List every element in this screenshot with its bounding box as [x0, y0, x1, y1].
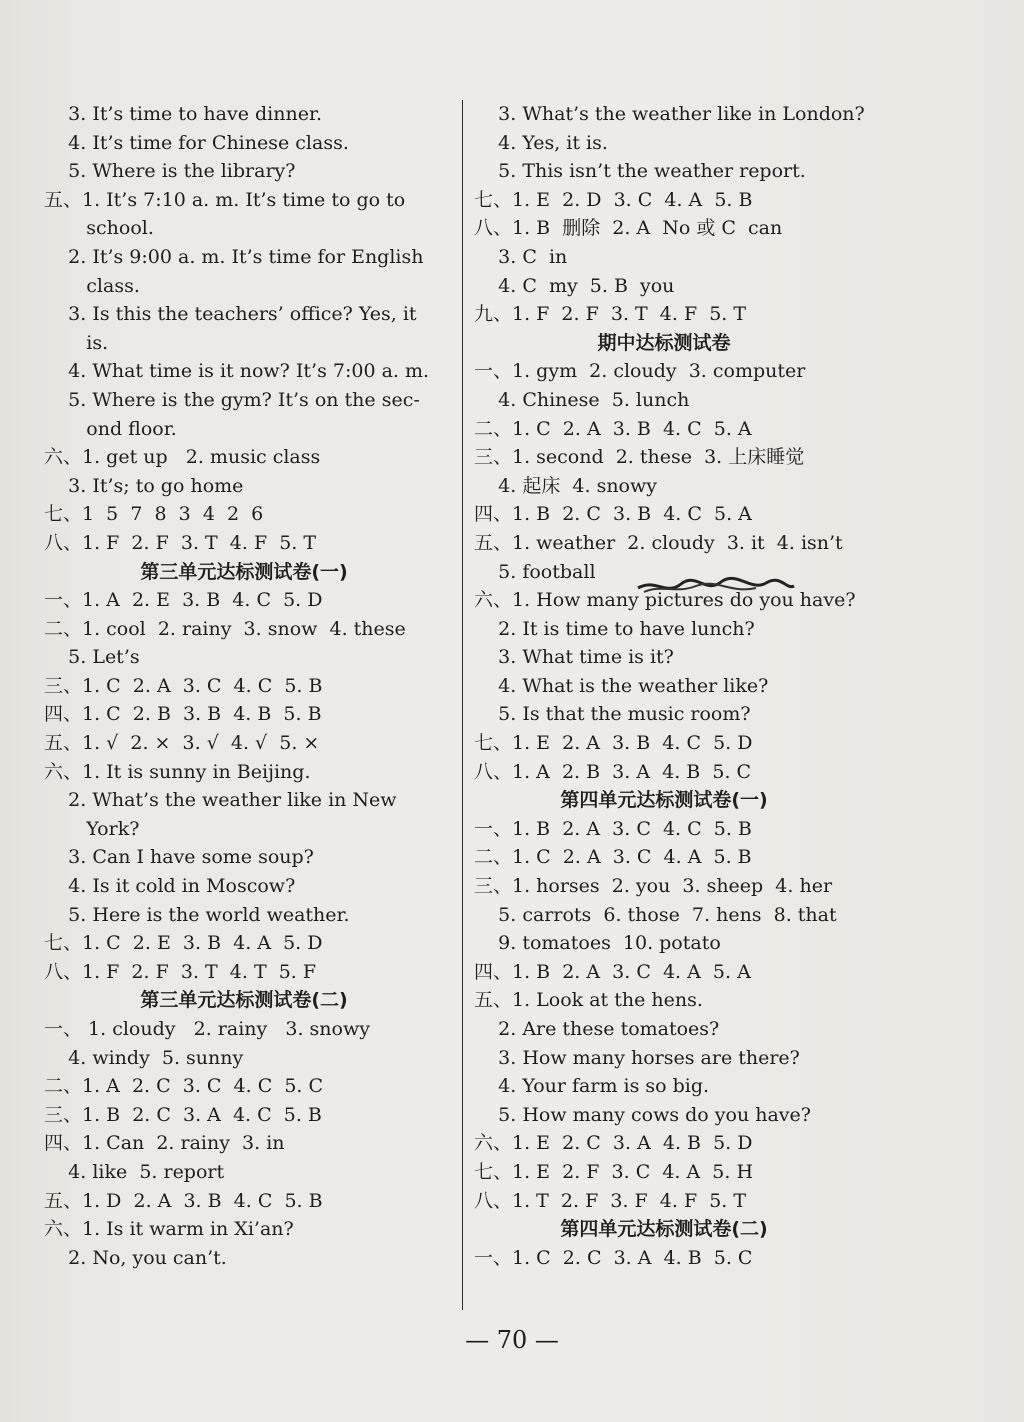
handwritten-scribble	[636, 576, 796, 598]
answer-line: 5. Let’s	[44, 646, 140, 669]
answer-line: 八、1. B 删除 2. A No 或 C can	[474, 217, 783, 240]
section-heading: 第四单元达标测试卷(一)	[560, 789, 768, 812]
answer-line: 一、1. B 2. A 3. C 4. C 5. B	[474, 817, 752, 840]
answer-line: 5. football	[474, 560, 596, 583]
answer-line: 六、1. It is sunny in Beijing.	[44, 760, 311, 783]
answer-line: 七、1 5 7 8 3 4 2 6	[44, 503, 264, 526]
answer-line: 七、1. C 2. E 3. B 4. A 5. D	[44, 932, 323, 955]
section-heading: 第四单元达标测试卷(二)	[560, 1218, 768, 1241]
column-divider	[462, 100, 463, 1310]
answer-line: 五、1. It’s 7:10 a. m. It’s time to go to	[44, 188, 406, 211]
answer-line: 五、1. Look at the hens.	[474, 989, 703, 1012]
answer-line: 5. Is that the music room?	[474, 703, 751, 726]
answer-line: 4. What is the weather like?	[474, 674, 769, 697]
answer-line: 一、 1. cloudy 2. rainy 3. snowy	[44, 1018, 370, 1040]
answer-line: class.	[44, 274, 140, 297]
answer-line: 三、1. second 2. these 3. 上床睡觉	[474, 446, 805, 469]
answer-line: 五、1. D 2. A 3. B 4. C 5. B	[44, 1189, 323, 1212]
answer-line: ond floor.	[44, 417, 177, 440]
section-heading: 第三单元达标测试卷(一)	[140, 560, 348, 583]
answer-line: 二、1. A 2. C 3. C 4. C 5. C	[44, 1075, 324, 1098]
answer-line: 2. It is time to have lunch?	[474, 617, 755, 640]
answer-line: 4. C my 5. B you	[474, 274, 675, 297]
answer-line: 六、1. Is it warm in Xi’an?	[44, 1218, 294, 1241]
answer-line: 八、1. F 2. F 3. T 4. T 5. F	[44, 960, 317, 983]
answer-line: 5. carrots 6. those 7. hens 8. that	[474, 903, 837, 926]
answer-line: 2. It’s 9:00 a. m. It’s time for English	[44, 245, 424, 268]
answer-line: 2. What’s the weather like in New	[44, 789, 397, 812]
answer-line: is.	[44, 331, 109, 354]
answer-line: 二、1. C 2. A 3. B 4. C 5. A	[474, 417, 752, 440]
page-number: — 70 —	[465, 1326, 559, 1354]
answer-line: 二、1. C 2. A 3. C 4. A 5. B	[474, 846, 752, 869]
answer-line: 三、1. C 2. A 3. C 4. C 5. B	[44, 674, 323, 697]
answer-line: 4. What time is it now? It’s 7:00 a. m.	[44, 360, 430, 383]
answer-line: 4. 起床 4. snowy	[474, 474, 657, 497]
answer-line: 4. Yes, it is.	[474, 131, 608, 154]
answer-line: 5. Here is the world weather.	[44, 903, 350, 926]
answer-line: 六、1. How many pictures do you have?	[474, 589, 856, 612]
answer-line: school.	[44, 217, 154, 240]
answer-line: 4. like 5. report	[44, 1160, 225, 1183]
answer-line: 七、1. E 2. F 3. C 4. A 5. H	[474, 1160, 754, 1183]
answer-line: 八、1. F 2. F 3. T 4. F 5. T	[44, 531, 317, 554]
answer-line: York?	[44, 817, 140, 840]
answer-line: 五、1. √ 2. × 3. √ 4. √ 5. ×	[44, 732, 320, 755]
answer-line: 八、1. T 2. F 3. F 4. F 5. T	[474, 1189, 747, 1212]
answer-line: 3. What’s the weather like in London?	[474, 103, 865, 125]
answer-line: 四、1. B 2. A 3. C 4. A 5. A	[474, 960, 751, 983]
answer-line: 3. How many horses are there?	[474, 1046, 800, 1069]
section-heading: 第三单元达标测试卷(二)	[140, 989, 348, 1012]
answer-line: 六、1. get up 2. music class	[44, 446, 321, 469]
answer-line: 七、1. E 2. A 3. B 4. C 5. D	[474, 732, 753, 755]
answer-line: 一、1. C 2. C 3. A 4. B 5. C	[474, 1246, 753, 1269]
answer-line: 5. How many cows do you have?	[474, 1103, 811, 1126]
section-heading: 期中达标测试卷	[597, 331, 731, 354]
answer-line: 二、1. cool 2. rainy 3. snow 4. these	[44, 617, 406, 640]
answer-line: 九、1. F 2. F 3. T 4. F 5. T	[474, 303, 747, 326]
right-column	[474, 100, 894, 1272]
answer-line: 2. Are these tomatoes?	[474, 1018, 720, 1040]
answer-line: 5. Where is the library?	[44, 160, 296, 183]
answer-line: 3. C in	[474, 245, 568, 268]
answer-line: 五、1. weather 2. cloudy 3. it 4. isn’t	[474, 531, 843, 554]
answer-line: 4. It’s time for Chinese class.	[44, 131, 349, 154]
answer-line: 3. What time is it?	[474, 646, 674, 669]
left-column	[44, 100, 454, 1272]
answer-line: 八、1. A 2. B 3. A 4. B 5. C	[474, 760, 752, 783]
answer-line: 三、1. horses 2. you 3. sheep 4. her	[474, 875, 833, 898]
answer-line: 3. It’s time to have dinner.	[44, 103, 322, 125]
answer-line: 4. windy 5. sunny	[44, 1046, 244, 1069]
answer-line: 四、1. Can 2. rainy 3. in	[44, 1132, 285, 1155]
answer-line: 5. This isn’t the weather report.	[474, 160, 806, 183]
answer-line: 4. Is it cold in Moscow?	[44, 875, 296, 898]
answer-line: 3. Can I have some soup?	[44, 846, 314, 869]
answer-line: 七、1. E 2. D 3. C 4. A 5. B	[474, 188, 753, 211]
answer-line: 4. Your farm is so big.	[474, 1075, 710, 1098]
answer-line: 四、1. B 2. C 3. B 4. C 5. A	[474, 503, 752, 526]
answer-line: 三、1. B 2. C 3. A 4. C 5. B	[44, 1103, 322, 1126]
answer-line: 3. It’s; to go home	[44, 474, 244, 497]
answer-line: 9. tomatoes 10. potato	[474, 932, 721, 955]
answer-line: 2. No, you can’t.	[44, 1246, 227, 1269]
answer-line: 一、1. A 2. E 3. B 4. C 5. D	[44, 589, 323, 612]
answer-line: 一、1. gym 2. cloudy 3. computer	[474, 360, 806, 383]
answer-line: 四、1. C 2. B 3. B 4. B 5. B	[44, 703, 322, 726]
answer-line: 六、1. E 2. C 3. A 4. B 5. D	[474, 1132, 753, 1155]
answer-line: 5. Where is the gym? It’s on the sec-	[44, 388, 420, 411]
answer-line: 3. Is this the teachers’ office? Yes, it	[44, 303, 417, 326]
answer-line: 4. Chinese 5. lunch	[474, 388, 690, 411]
